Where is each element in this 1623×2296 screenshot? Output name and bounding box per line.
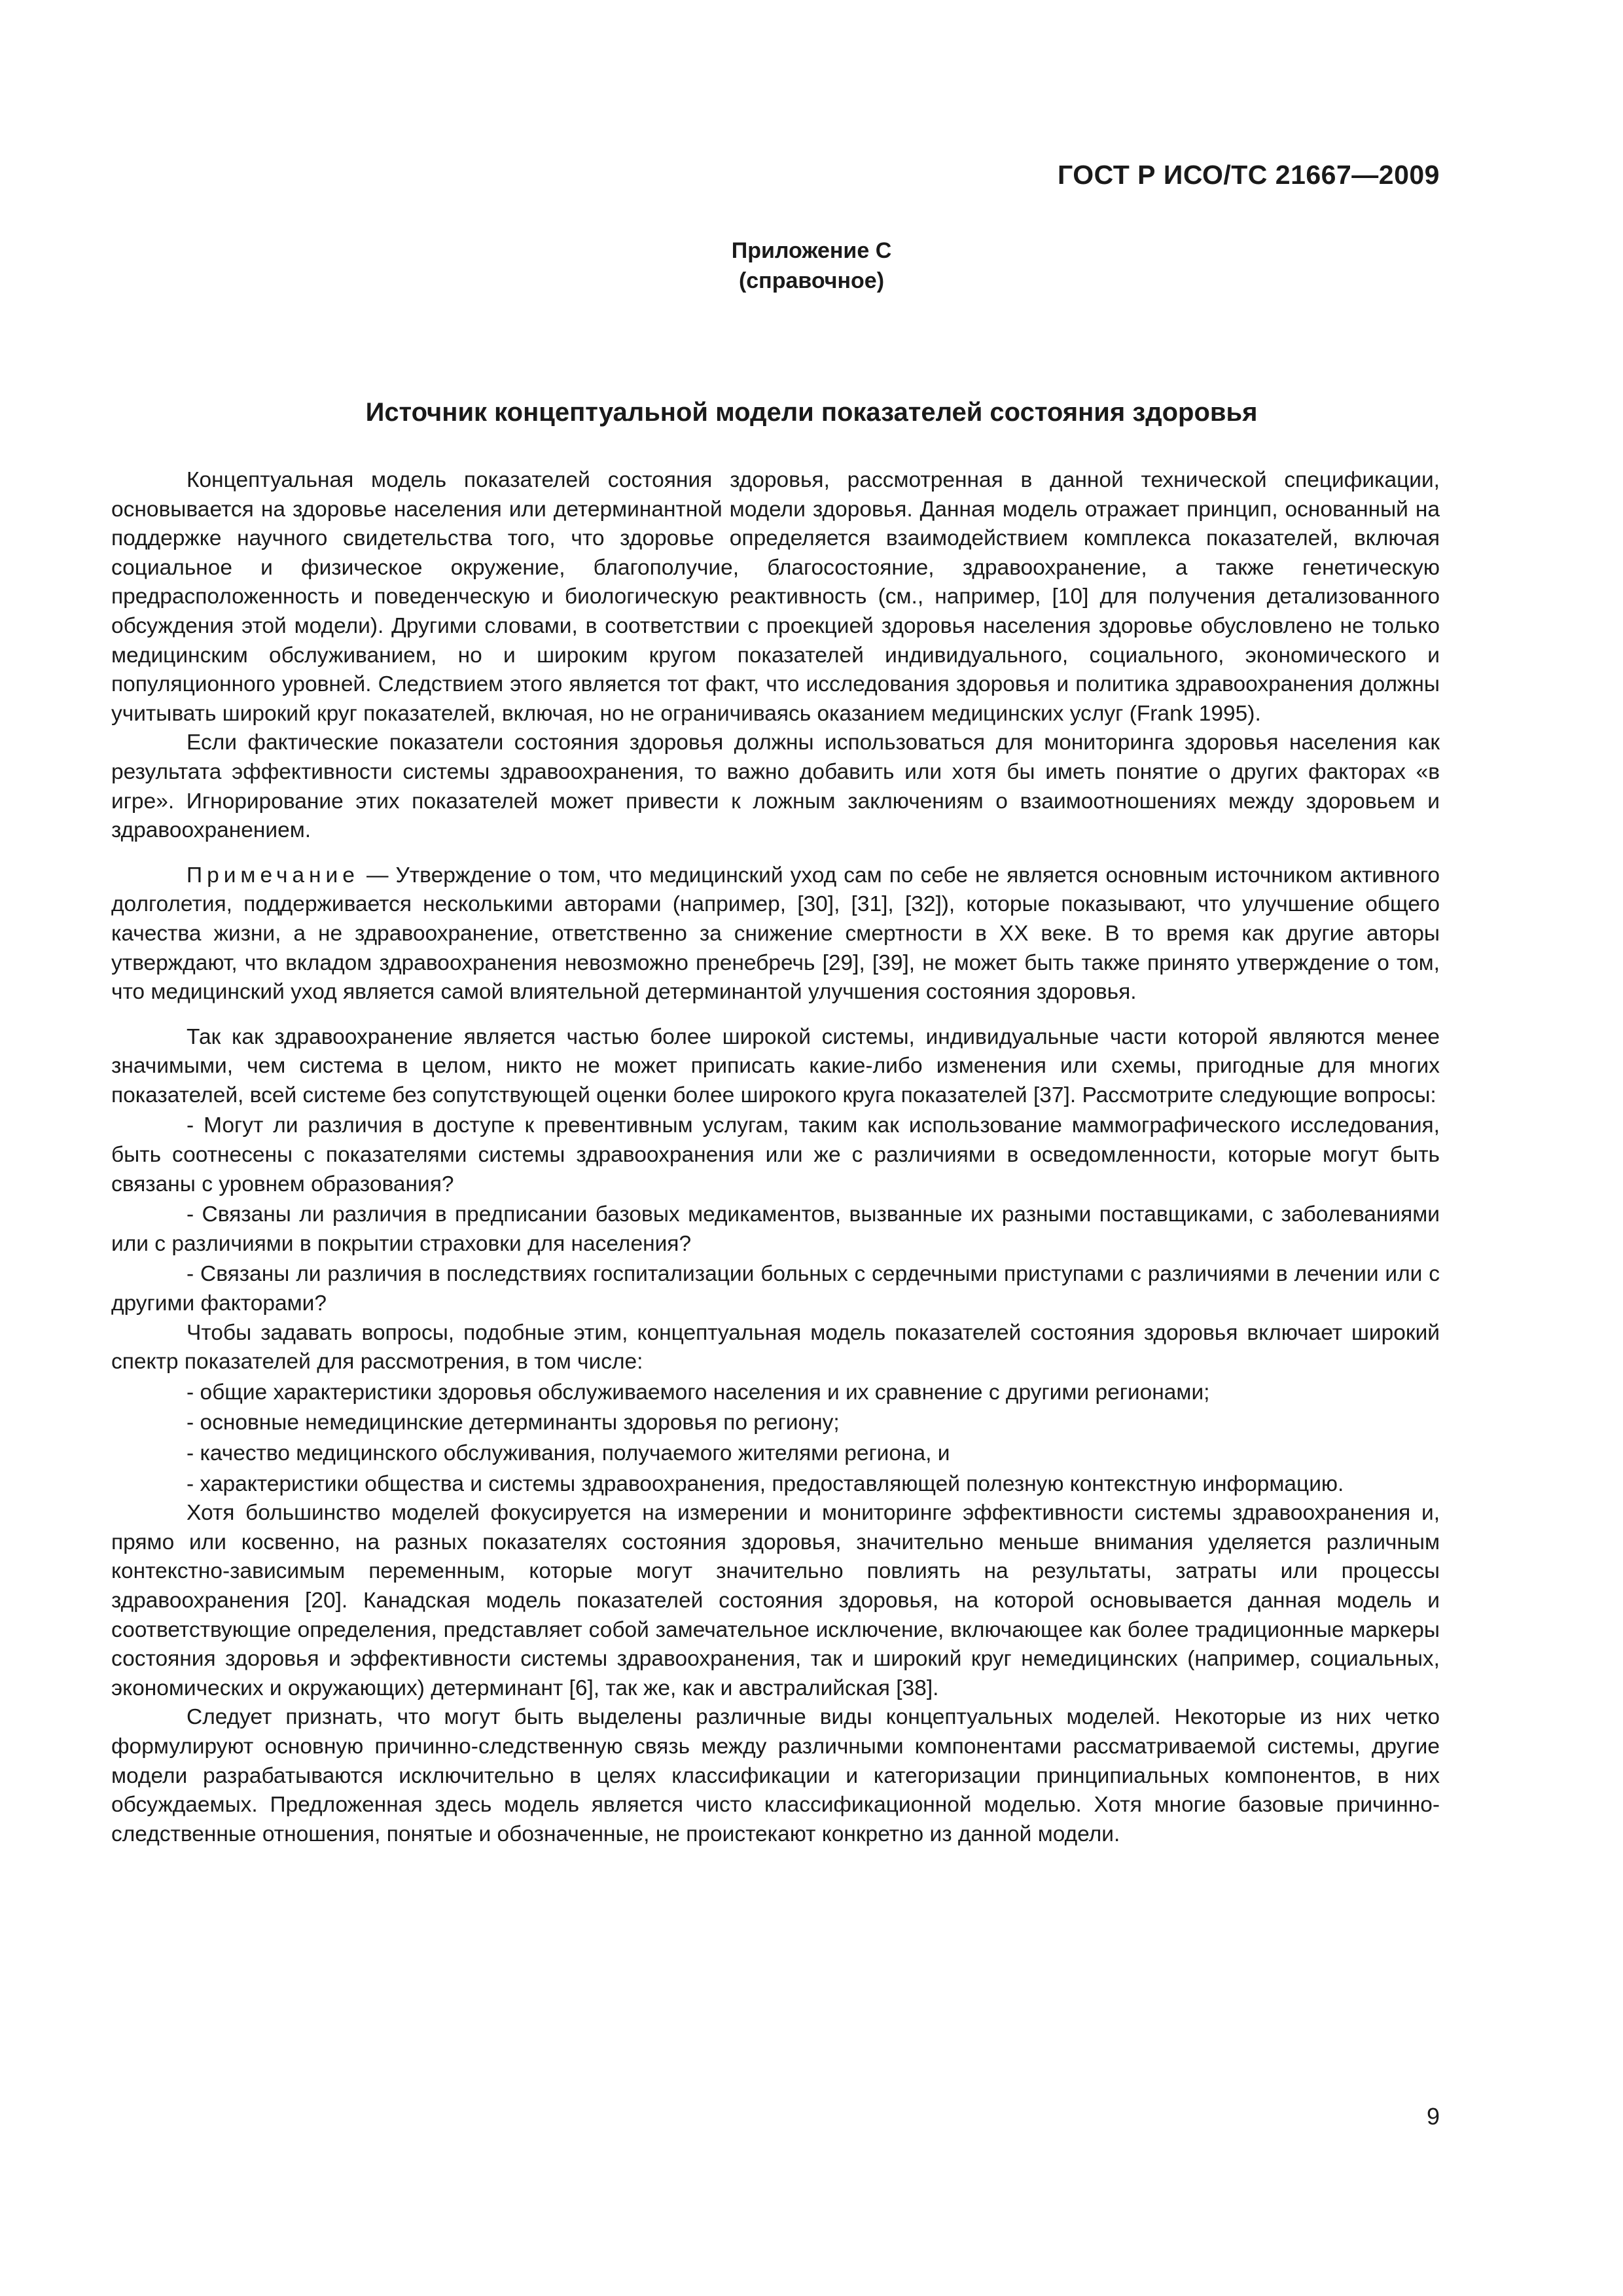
paragraph: Концептуальная модель показателей состояния здоровья, рассмотренная в данной технической спецификации, основывается на здоровье населения или детерминантной модели здоровья. Данная модель отражает принцип, основанный на поддержке научного свидетельства того, что здоровье определяется взаимодействием комплекса показателей, включая социальное и физическое окружение, благополучие, благосостояние, здравоохранение, а также генетическую предрасположенность и поведенческую и биологическую реактивность (см., например, [10] для получения детализованного обсуждения этой модели). Другими словами, в соответствии с проекцией здоровья населения здоровье обусловлено не только медицинским обслуживанием, но и широким кругом показателей индивидуального, социального, экономического и популяционного уровней. Следствием этого является тот факт, что исследования здоровья и политика здравоохранения должны учитывать широкий круг показателей, включая, но не ограничиваясь оказанием медицинских услуг (Frank 1995). <box>111 468 1440 726</box>
list-item: - основные немедицинские детерминанты здоровья по региону; <box>187 1410 840 1435</box>
paragraph: Следует признать, что могут быть выделены различные виды концептуальных моделей. Некоторые из них четко формулируют основную причинно-следственную связь между различными компонентами рассматриваемой системы, другие модели разрабатываются исключительно в целях классификации и категоризации принципиальных компонентов, в них обсуждаемых. Предложенная здесь модель является чисто классификационной моделью. Хотя многие базовые причинно-следственные отношения, понятые и обозначенные, не проистекают конкретно из данной модели. <box>111 1705 1440 1846</box>
list-item: - общие характеристики здоровья обслуживаемого населения и их сравнение с другими регионами; <box>187 1380 1210 1405</box>
section-title: Источник концептуальной модели показателей состояния здоровья <box>365 398 1258 427</box>
list-item: - качество медицинского обслуживания, получаемого жителями региона, и <box>187 1441 950 1465</box>
note-paragraph <box>111 861 1440 1007</box>
question-item: - Связаны ли различия в предписании базовых медикаментов, вызванные их разными поставщиками, с заболеваниями или с различиями в покрытии страховки для населения? <box>111 1202 1440 1256</box>
list-item: - характеристики общества и системы здравоохранения, предоставляющей полезную контекстную информацию. <box>187 1471 1344 1496</box>
annex-heading <box>0 236 1623 296</box>
document-number: ГОСТ Р ИСО/ТС 21667—2009 <box>1058 160 1440 190</box>
paragraph: Чтобы задавать вопросы, подобные этим, концептуальная модель показателей состояния здоровья включает широкий спектр показателей для рассмотрения, в том числе: <box>111 1320 1440 1374</box>
note-label: Примечание <box>187 863 359 888</box>
body-text <box>111 466 1440 1849</box>
page-number: 9 <box>1426 2103 1440 2130</box>
annex-subtitle: (справочное) <box>738 268 885 293</box>
paragraph: Если фактические показатели состояния здоровья должны использоваться для мониторинга здоровья населения как результата эффективности системы здравоохранения, то важно добавить или хотя бы иметь понятие о других факторах «в игре». Игнорирование этих показателей может привести к ложным заключениям о взаимоотношениях между здоровьем и здравоохранением. <box>111 730 1440 843</box>
note-text: — Утверждение о том, что медицинский уход сам по себе не является основным источником активного долголетия, поддерживается несколькими авторами (например, [30], [31], [32]), которые показывают, что улучшение общего качества жизни, а не здравоохранение, ответственно за снижение смертности в XX веке. В то время как другие авторы утверждают, что вкладом здравоохранения невозможно пренебречь [29], [39], не может быть также принято утверждение о том, что медицинский уход является самой влиятельной детерминантой улучшения состояния здоровья. <box>111 863 1440 1005</box>
annex-title: Приложение С <box>731 238 892 263</box>
paragraph: Хотя большинство моделей фокусируется на измерении и мониторинге эффективности системы здравоохранения и, прямо или косвенно, на разных показателях состояния здоровья, значительно меньше внимания уделяется различным контекстно-зависимым переменным, которые могут значительно повлиять на результаты, затраты или процессы здравоохранения [20]. Канадская модель показателей состояния здоровья, на которой основывается данная модель и соответствующие определения, представляет собой замечательное исключение, включающее как более традиционные маркеры состояния здоровья и эффективности системы здравоохранения, так и широкий круг немедицинских (например, социальных, экономических и окружающих) детерминант [6], так же, как и австралийская [38]. <box>111 1501 1440 1700</box>
paragraph: Так как здравоохранение является частью более широкой системы, индивидуальные части которой являются менее значимыми, чем система в целом, никто не может приписать какие-либо изменения или схемы, пригодные для многих показателей, всей системе без сопутствующей оценки более широкого круга показателей [37]. Рассмотрите следующие вопросы: <box>111 1024 1440 1107</box>
question-item: - Могут ли различия в доступе к превентивным услугам, таким как использование маммографического исследования, быть соотнесены с показателями системы здравоохранения или же с различиями в осведомленности, которые могут быть связаны с уровнем образования? <box>111 1113 1440 1196</box>
question-item: - Связаны ли различия в последствиях госпитализации больных с сердечными приступами с различиями в лечении или с другими факторами? <box>111 1262 1440 1316</box>
